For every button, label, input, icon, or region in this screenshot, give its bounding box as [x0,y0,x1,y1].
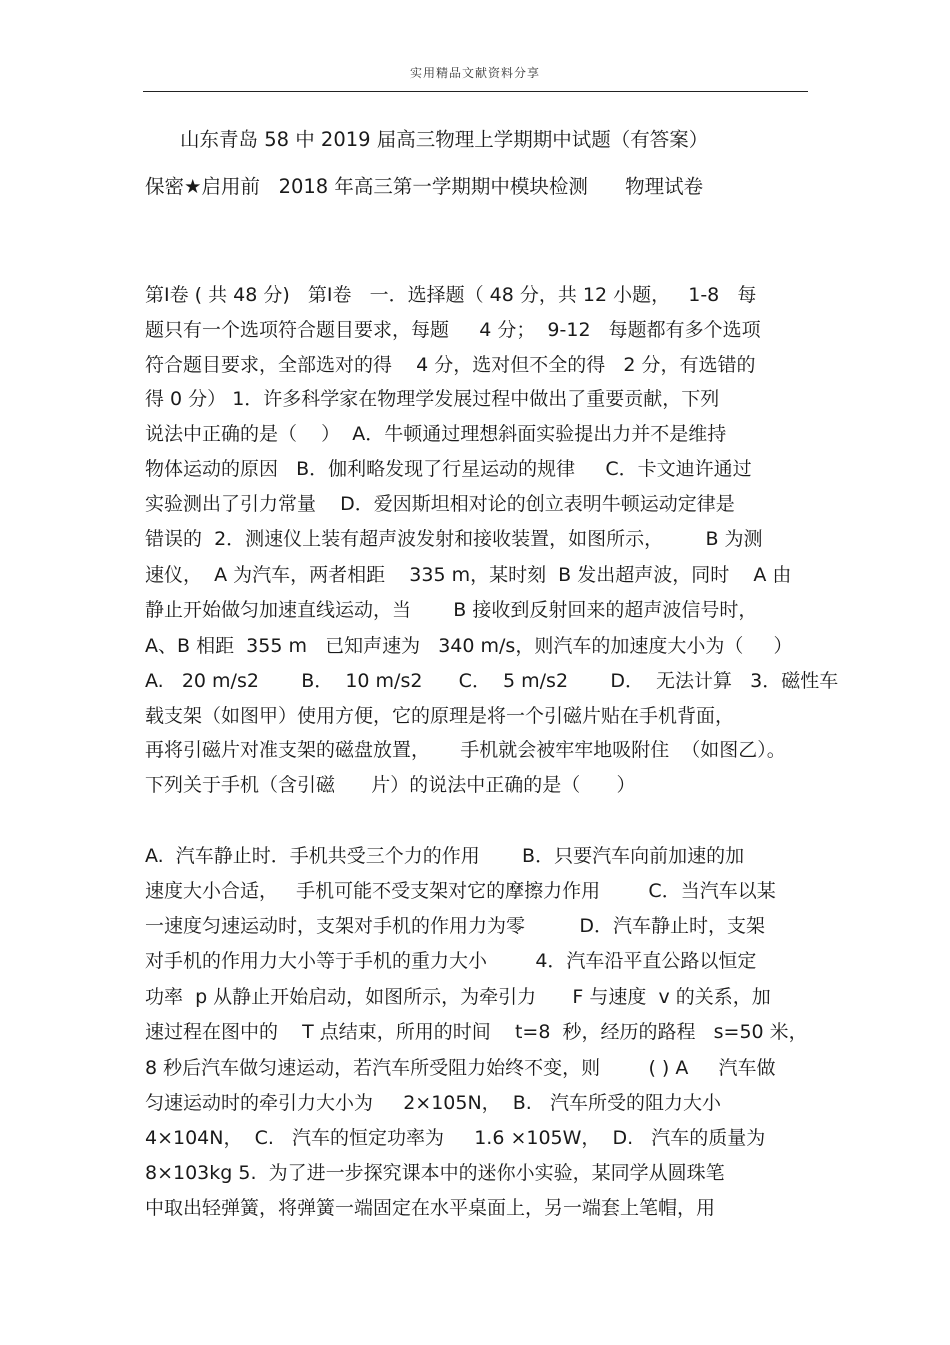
text-line: 匀速运动时的牵引力大小为 2×105N， B. 汽车所受的阻力大小 [145,1092,721,1114]
text-line: 得 0 分） 1．许多科学家在物理学发展过程中做出了重要贡献，下列 [145,388,720,410]
text-line: 速过程在图中的 T 点结束，所用的时间 t=8 秒，经历的路程 s=50 米， [145,1021,808,1043]
text-line: 说法中正确的是（ ） A．牛顿通过理想斜面实验提出力并不是维持 [145,423,727,445]
text-line: A、B 相距 355 m 已知声速为 340 m/s，则汽车的加速度大小为（ ） [145,635,793,657]
text-line: 物体运动的原因 B．伽利略发现了行星运动的规律 C．卡文迪许通过 [145,458,752,480]
text-line: 8 秒后汽车做匀速运动，若汽车所受阻力始终不变，则 ( ) A 汽车做 [145,1057,776,1079]
text-line: 载支架（如图甲）使用方便，它的原理是将一个引磁片贴在手机背面， [145,705,735,727]
text-line: 速度大小合适， 手机可能不受支架对它的摩擦力作用 C．当汽车以某 [145,880,776,902]
text-line: 题只有一个选项符合题目要求，每题 4 分； 9-12 每题都有多个选项 [145,319,761,341]
text-line: 静止开始做匀加速直线运动，当 B 接收到反射回来的超声波信号时， [145,599,758,621]
text-line: 下列关于手机（含引磁 片）的说法中正确的是（ ） [145,774,636,796]
text-line: 第Ⅰ卷 ( 共 48 分) 第Ⅰ卷 一．选择题（ 48 分，共 12 小题， 1-8 每 [145,284,757,306]
text-line: 符合题目要求，全部选对的得 4 分，选对但不全的得 2 分，有选错的 [145,354,756,376]
text-line: 实验测出了引力常量 D．爱因斯坦相对论的创立表明牛顿运动定律是 [145,493,735,515]
text-line: 功率 p 从静止开始启动，如图所示，为牵引力 F 与速度 v 的关系，加 [145,986,771,1008]
text-line: A. 汽车静止时．手机共受三个力的作用 B．只要汽车向前加速的加 [145,845,745,867]
document-subtitle: 保密★启用前 2018 年高三第一学期期中模块检测 物理试卷 [145,175,704,198]
text-line: 速仪， A 为汽车，两者相距 335 m，某时刻 B 发出超声波，同时 A 由 [145,564,792,586]
text-line: 4×104N， C. 汽车的恒定功率为 1.6 ×105W， D. 汽车的质量为 [145,1127,766,1149]
text-line: 错误的 2．测速仪上装有超声波发射和接收装置，如图所示， B 为测 [145,528,763,550]
text-line: 对手机的作用力大小等于手机的重力大小 4．汽车沿平直公路以恒定 [145,950,757,972]
text-line: 一速度匀速运动时，支架对手机的作用力为零 D．汽车静止时，支架 [145,915,765,937]
page-header: 实用精品文献资料分享 [409,66,540,80]
text-line: 中取出轻弹簧，将弹簧一端固定在水平桌面上，另一端套上笔帽，用 [145,1197,716,1219]
text-line: 再将引磁片对准支架的磁盘放置， 手机就会被牢牢地吸附住 （如图乙）。 [145,739,786,761]
header-divider [143,91,808,92]
document-title: 山东青岛 58 中 2019 届高三物理上学期期中试题（有答案） [180,128,709,151]
text-line: 8×103kg 5. 为了进一步探究课本中的迷你小实验，某同学从圆珠笔 [145,1162,725,1184]
text-line: A. 20 m/s2 B． 10 m/s2 C． 5 m/s2 D． 无法计算 3．磁性车 [145,670,839,692]
